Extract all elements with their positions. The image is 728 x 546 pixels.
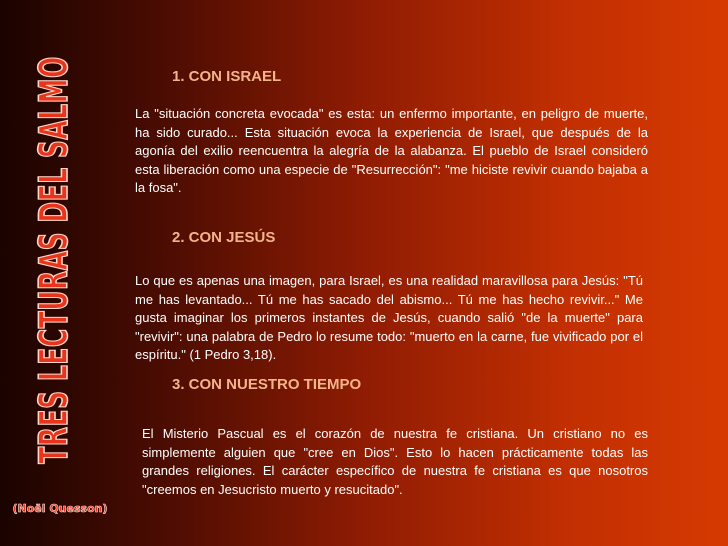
section-2-heading: 2. CON JESÚS — [172, 229, 276, 246]
section-3-heading: 3. CON NUESTRO TIEMPO — [172, 376, 362, 393]
vertical-title-text: TRES LECTURAS DEL SALMO — [31, 56, 77, 464]
section-3-text: El Misterio Pascual es el corazón de nuestra fe cristiana. Un cristiano no es simplemente alguien que "cree en Dios". Esto lo hacen prácticamente todas las grandes religiones. El carácter específico de nuestra fe cristiana es que nosotros "creemos en Jesucristo muerto y resucitado". — [142, 426, 648, 497]
section-1-heading: 1. CON ISRAEL — [172, 68, 282, 85]
author-credit: (Noël Quesson) — [12, 502, 108, 515]
section-2-text: Lo que es apenas una imagen, para Israel, es una realidad maravillosa para Jesús: "Tú me has levantado... Tú me has sacado del abismo... Tú me has hecho revivir..." Me gusta imaginar los primeros instantes de Jesús, cuando salió "de la muerte" para "revivir": una palabra de Pedro lo resume todo: "muerto en la carne, fue vivificado por el espíritu." (1 Pedro 3,18). — [135, 273, 643, 362]
vertical-title — [28, 40, 80, 480]
section-1-text: La "situación concreta evocada" es esta: un enfermo importante, en peligro de muerte, ha sido curado... Esta situación evoca la experiencia de Israel, que después de la agonía del exilio reencuentra la alegría de la alabanza. El pueblo de Israel consideró esta liberación como una especie de "Resurrección": "me hiciste revivir cuando bajaba a la fosa". — [135, 106, 648, 195]
